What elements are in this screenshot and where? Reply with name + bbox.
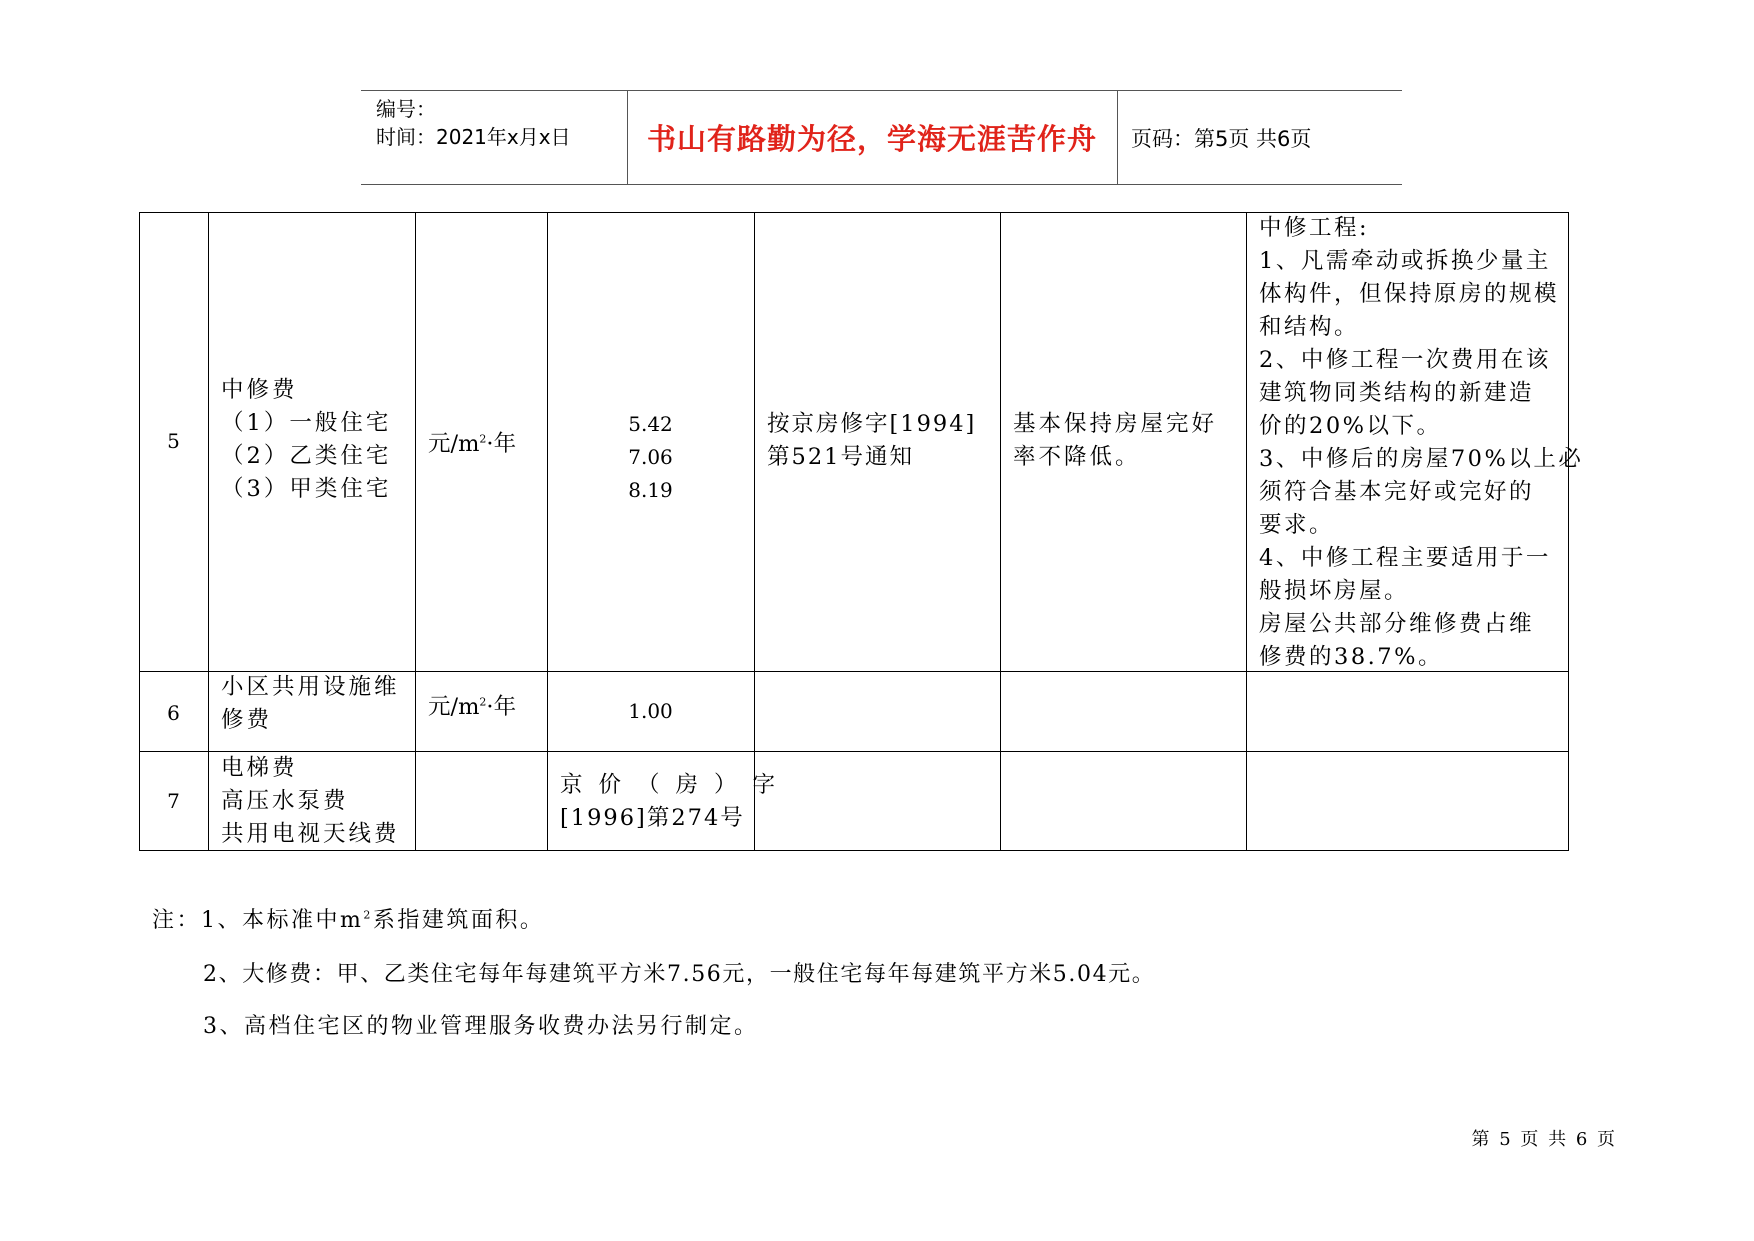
header-motto: 书山有路勤为径，学海无涯苦作舟 (627, 91, 1118, 184)
row5-notes (1259, 212, 1583, 674)
row6-item-line: 小区共用设施维 (221, 674, 400, 700)
doc-number-label: 编号： (376, 97, 436, 121)
col-divider (208, 212, 209, 851)
row7-item (221, 752, 400, 851)
row6-item (221, 671, 400, 737)
row5-note-line: 体构件，但保持原房的规模 (1259, 281, 1560, 307)
row5-values (547, 408, 754, 507)
row5-standard-line: 率不降低。 (1013, 444, 1141, 470)
row5-item-line: （1）一般住宅 (221, 410, 392, 436)
row6-values (547, 695, 754, 728)
row5-note-line: 般损坏房屋。 (1259, 578, 1410, 604)
note-line-3: 3、高档住宅区的物业管理服务收费办法另行制定。 (203, 1014, 759, 1039)
row5-standard-line: 基本保持房屋完好 (1013, 411, 1218, 437)
row5-note-line: 房屋公共部分维修费占维 (1259, 611, 1535, 637)
row6-index: 6 (167, 701, 180, 725)
row7-basis-line: 京价（房）字 (560, 772, 792, 798)
row5-note-line: 价的20%以下。 (1259, 413, 1442, 439)
row5-index: 5 (167, 429, 180, 453)
page-header (361, 90, 1402, 185)
row7-basis (560, 769, 791, 835)
col-divider (547, 212, 548, 851)
row6-item-line: 修费 (221, 707, 273, 733)
row7-item-line: 高压水泵费 (221, 788, 349, 814)
header-meta (361, 91, 628, 184)
row5-note-line: 3、中修后的房屋70%以上必 (1259, 446, 1584, 472)
col-divider (754, 212, 755, 851)
row5-note-line: 和结构。 (1259, 314, 1360, 340)
table-border-left (139, 212, 140, 851)
row5-note-line: 4、中修工程主要适用于一 (1259, 545, 1551, 571)
row7-basis-line: [1996]第274号 (560, 805, 745, 831)
col-divider (1246, 212, 1247, 851)
row7-index: 7 (167, 789, 180, 813)
col-divider (1000, 212, 1001, 851)
row5-note-line: 修费的38.7%。 (1259, 644, 1443, 670)
row5-note-line: 中修工程: (1259, 215, 1370, 241)
row5-item-line: （3）甲类住宅 (221, 476, 392, 502)
row7-item-line: 共用电视天线费 (221, 821, 400, 847)
row5-note-line: 2、中修工程一次费用在该 (1259, 347, 1551, 373)
note-line-2: 2、大修费：甲、乙类住宅每年每建筑平方米7.56元，一般住宅每年每建筑平方米5.04元。 (203, 962, 1156, 987)
row5-basis-line: 第521号通知 (767, 444, 914, 470)
row6-unit: 元$/m^2\cdot$年 (428, 694, 517, 720)
row5-value: 5.42 (628, 412, 673, 436)
doc-time-label: 时间：2021年x月x日 (376, 125, 571, 149)
col-divider (415, 212, 416, 851)
row7-item-line: 电梯费 (221, 755, 298, 781)
row5-value: 8.19 (628, 478, 673, 502)
row5-note-line: 1、凡需牵动或拆换少量主 (1259, 248, 1551, 274)
note-line-1: 注：1、本标准中$m^2$系指建筑面积。 (152, 908, 545, 933)
row5-basis-line: 按京房修字[1994] (767, 411, 977, 437)
row5-note-line: 建筑物同类结构的新建造 (1259, 380, 1535, 406)
row5-item-line: （2）乙类住宅 (221, 443, 392, 469)
page-footer: 第 5 页 共 6 页 (1471, 1129, 1617, 1150)
row5-item (221, 374, 391, 506)
fee-table (139, 212, 1584, 851)
row5-note-line: 要求。 (1259, 512, 1335, 538)
row5-unit: 元$/m^2\cdot$年 (428, 431, 517, 457)
row5-value: 7.06 (628, 445, 673, 469)
row5-item-line: 中修费 (221, 377, 298, 403)
header-page-code: 页码：第5页 共6页 (1131, 126, 1312, 151)
row6-value: 1.00 (628, 699, 673, 723)
row5-basis (767, 408, 976, 474)
row5-standard (1013, 408, 1217, 474)
row5-note-line: 须符合基本完好或完好的 (1259, 479, 1535, 505)
